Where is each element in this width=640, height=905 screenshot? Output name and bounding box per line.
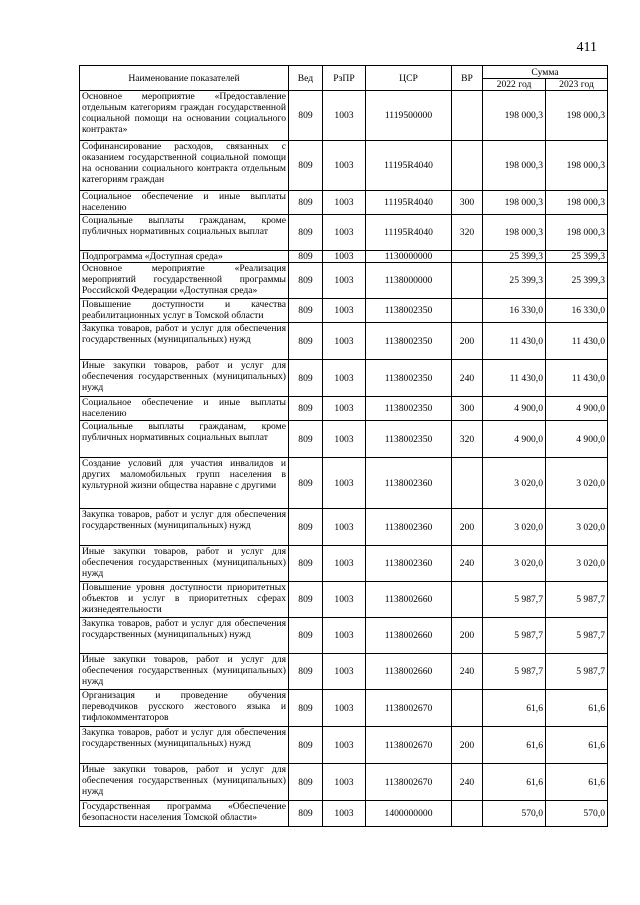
cell-csr: 11195R4040 bbox=[366, 141, 452, 191]
table-row bbox=[80, 509, 608, 546]
cell-rzpr: 1003 bbox=[323, 421, 366, 458]
cell-sum-2022: 4 900,0 bbox=[483, 421, 546, 458]
cell-name: Иные закупки товаров, работ и услуг для обеспечения государственных (муниципальных) нужд bbox=[80, 654, 289, 690]
cell-sum-2022: 198 000,3 bbox=[483, 141, 546, 191]
table-row bbox=[80, 91, 608, 141]
cell-sum-2022: 198 000,3 bbox=[483, 191, 546, 215]
cell-sum-2023: 5 987,7 bbox=[546, 618, 608, 654]
cell-csr: 1130000000 bbox=[366, 251, 452, 263]
header-name: Наименование показателей bbox=[80, 66, 289, 91]
table-row bbox=[80, 582, 608, 618]
cell-vr: 240 bbox=[452, 360, 483, 397]
cell-sum-2022: 198 000,3 bbox=[483, 91, 546, 141]
cell-rzpr: 1003 bbox=[323, 360, 366, 397]
cell-rzpr: 1003 bbox=[323, 618, 366, 654]
cell-vr: 200 bbox=[452, 618, 483, 654]
cell-name: Повышение доступности и качества реабилитационных услуг в Томской области bbox=[80, 299, 289, 323]
cell-sum-2023: 5 987,7 bbox=[546, 654, 608, 690]
cell-ved: 809 bbox=[289, 215, 323, 251]
cell-sum-2023: 570,0 bbox=[546, 801, 608, 827]
page-number: 411 bbox=[576, 40, 597, 55]
cell-sum-2022: 61,6 bbox=[483, 727, 546, 764]
table-row bbox=[80, 251, 608, 263]
cell-ved: 809 bbox=[289, 509, 323, 546]
table-row bbox=[80, 764, 608, 801]
cell-name: Социальное обеспечение и иные выплаты населению bbox=[80, 191, 289, 215]
cell-vr: 240 bbox=[452, 764, 483, 801]
cell-vr: 200 bbox=[452, 727, 483, 764]
table-row bbox=[80, 546, 608, 582]
cell-ved: 809 bbox=[289, 654, 323, 690]
cell-ved: 809 bbox=[289, 582, 323, 618]
table-row bbox=[80, 263, 608, 299]
cell-csr: 1138002350 bbox=[366, 397, 452, 421]
cell-ved: 809 bbox=[289, 801, 323, 827]
table-row bbox=[80, 727, 608, 764]
cell-rzpr: 1003 bbox=[323, 509, 366, 546]
cell-vr bbox=[452, 251, 483, 263]
header-year-2022: 2022 год bbox=[483, 79, 546, 91]
cell-vr bbox=[452, 299, 483, 323]
cell-vr: 200 bbox=[452, 509, 483, 546]
cell-vr bbox=[452, 801, 483, 827]
cell-csr: 1138002670 bbox=[366, 764, 452, 801]
cell-name: Иные закупки товаров, работ и услуг для обеспечения государственных (муниципальных) нужд bbox=[80, 360, 289, 397]
cell-sum-2023: 198 000,3 bbox=[546, 91, 608, 141]
cell-name: Повышение уровня доступности приоритетных объектов и услуг в приоритетных сферах жизнедеятельности bbox=[80, 582, 289, 618]
cell-csr: 1138002660 bbox=[366, 654, 452, 690]
cell-name: Софинансирование расходов, связанных с оказанием государственной социальной помощи на основании социального контракта отдельным категориям граждан bbox=[80, 141, 289, 191]
cell-sum-2023: 4 900,0 bbox=[546, 397, 608, 421]
table-row bbox=[80, 690, 608, 727]
cell-name: Иные закупки товаров, работ и услуг для обеспечения государственных (муниципальных) нужд bbox=[80, 764, 289, 801]
cell-rzpr: 1003 bbox=[323, 727, 366, 764]
cell-vr: 240 bbox=[452, 654, 483, 690]
cell-name: Основное мероприятие «Предоставление отдельным категориям граждан государственной социальной помощи на основании социального контракта» bbox=[80, 91, 289, 141]
cell-vr bbox=[452, 263, 483, 299]
table-row bbox=[80, 421, 608, 458]
cell-sum-2022: 3 020,0 bbox=[483, 509, 546, 546]
table-row bbox=[80, 141, 608, 191]
cell-sum-2023: 198 000,3 bbox=[546, 141, 608, 191]
cell-vr: 320 bbox=[452, 421, 483, 458]
cell-sum-2023: 16 330,0 bbox=[546, 299, 608, 323]
cell-sum-2022: 198 000,3 bbox=[483, 215, 546, 251]
cell-ved: 809 bbox=[289, 263, 323, 299]
cell-rzpr: 1003 bbox=[323, 654, 366, 690]
cell-csr: 1400000000 bbox=[366, 801, 452, 827]
cell-sum-2023: 11 430,0 bbox=[546, 360, 608, 397]
cell-rzpr: 1003 bbox=[323, 397, 366, 421]
cell-sum-2022: 3 020,0 bbox=[483, 546, 546, 582]
cell-rzpr: 1003 bbox=[323, 582, 366, 618]
cell-csr: 1138002350 bbox=[366, 299, 452, 323]
cell-vr bbox=[452, 458, 483, 509]
header-ved: Вед bbox=[289, 66, 323, 91]
cell-name: Создание условий для участия инвалидов и других маломобильных групп населения в культурной жизни общества наравне с другими bbox=[80, 458, 289, 509]
cell-name: Закупка товаров, работ и услуг для обеспечения государственных (муниципальных) нужд bbox=[80, 323, 289, 360]
cell-rzpr: 1003 bbox=[323, 251, 366, 263]
cell-ved: 809 bbox=[289, 727, 323, 764]
cell-rzpr: 1003 bbox=[323, 91, 366, 141]
cell-rzpr: 1003 bbox=[323, 323, 366, 360]
cell-sum-2022: 3 020,0 bbox=[483, 458, 546, 509]
cell-sum-2022: 5 987,7 bbox=[483, 654, 546, 690]
cell-sum-2022: 570,0 bbox=[483, 801, 546, 827]
cell-sum-2023: 198 000,3 bbox=[546, 215, 608, 251]
table-row bbox=[80, 654, 608, 690]
cell-sum-2022: 25 399,3 bbox=[483, 263, 546, 299]
table-row bbox=[80, 458, 608, 509]
cell-name: Государственная программа «Обеспечение безопасности населения Томской области» bbox=[80, 801, 289, 827]
cell-vr bbox=[452, 141, 483, 191]
cell-csr: 1138002360 bbox=[366, 546, 452, 582]
cell-ved: 809 bbox=[289, 141, 323, 191]
cell-name: Социальное обеспечение и иные выплаты населению bbox=[80, 397, 289, 421]
cell-sum-2023: 5 987,7 bbox=[546, 582, 608, 618]
cell-ved: 809 bbox=[289, 323, 323, 360]
header-rzpr: РзПР bbox=[323, 66, 366, 91]
cell-sum-2023: 3 020,0 bbox=[546, 546, 608, 582]
cell-sum-2023: 61,6 bbox=[546, 690, 608, 727]
cell-ved: 809 bbox=[289, 299, 323, 323]
cell-name: Закупка товаров, работ и услуг для обеспечения государственных (муниципальных) нужд bbox=[80, 727, 289, 764]
cell-sum-2022: 25 399,3 bbox=[483, 251, 546, 263]
cell-sum-2022: 61,6 bbox=[483, 690, 546, 727]
cell-csr: 1138002350 bbox=[366, 323, 452, 360]
cell-sum-2022: 5 987,7 bbox=[483, 582, 546, 618]
cell-ved: 809 bbox=[289, 458, 323, 509]
cell-ved: 809 bbox=[289, 764, 323, 801]
cell-csr: 1138002360 bbox=[366, 458, 452, 509]
cell-rzpr: 1003 bbox=[323, 546, 366, 582]
cell-vr: 300 bbox=[452, 397, 483, 421]
cell-vr bbox=[452, 690, 483, 727]
cell-vr: 300 bbox=[452, 191, 483, 215]
budget-table bbox=[79, 65, 608, 827]
cell-sum-2022: 11 430,0 bbox=[483, 360, 546, 397]
cell-ved: 809 bbox=[289, 360, 323, 397]
cell-sum-2023: 198 000,3 bbox=[546, 191, 608, 215]
cell-csr: 1138002350 bbox=[366, 360, 452, 397]
cell-ved: 809 bbox=[289, 397, 323, 421]
cell-csr: 1138002660 bbox=[366, 582, 452, 618]
cell-sum-2023: 3 020,0 bbox=[546, 509, 608, 546]
cell-sum-2023: 11 430,0 bbox=[546, 323, 608, 360]
cell-rzpr: 1003 bbox=[323, 141, 366, 191]
cell-name: Основное мероприятие «Реализация мероприятий государственной программы Российской Федерации «Доступная среда» bbox=[80, 263, 289, 299]
cell-csr: 1119500000 bbox=[366, 91, 452, 141]
cell-rzpr: 1003 bbox=[323, 263, 366, 299]
table-row bbox=[80, 801, 608, 827]
cell-sum-2023: 25 399,3 bbox=[546, 263, 608, 299]
cell-sum-2022: 16 330,0 bbox=[483, 299, 546, 323]
cell-csr: 1138002670 bbox=[366, 727, 452, 764]
cell-csr: 11195R4040 bbox=[366, 191, 452, 215]
cell-ved: 809 bbox=[289, 251, 323, 263]
header-csr: ЦСР bbox=[366, 66, 452, 91]
cell-sum-2023: 25 399,3 bbox=[546, 251, 608, 263]
cell-vr: 200 bbox=[452, 323, 483, 360]
cell-ved: 809 bbox=[289, 191, 323, 215]
cell-name: Закупка товаров, работ и услуг для обеспечения государственных (муниципальных) нужд bbox=[80, 618, 289, 654]
cell-ved: 809 bbox=[289, 618, 323, 654]
table-row bbox=[80, 323, 608, 360]
cell-csr: 1138002350 bbox=[366, 421, 452, 458]
cell-sum-2022: 5 987,7 bbox=[483, 618, 546, 654]
table-row bbox=[80, 397, 608, 421]
cell-ved: 809 bbox=[289, 91, 323, 141]
cell-vr: 240 bbox=[452, 546, 483, 582]
cell-sum-2023: 3 020,0 bbox=[546, 458, 608, 509]
cell-name: Социальные выплаты гражданам, кроме публичных нормативных социальных выплат bbox=[80, 215, 289, 251]
table-row bbox=[80, 191, 608, 215]
cell-csr: 1138002360 bbox=[366, 509, 452, 546]
cell-vr bbox=[452, 582, 483, 618]
table-row bbox=[80, 618, 608, 654]
cell-name: Социальные выплаты гражданам, кроме публичных нормативных социальных выплат bbox=[80, 421, 289, 458]
cell-csr: 11195R4040 bbox=[366, 215, 452, 251]
cell-name: Подпрограмма «Доступная среда» bbox=[80, 251, 289, 263]
header-year-2023: 2023 год bbox=[546, 79, 608, 91]
cell-sum-2022: 11 430,0 bbox=[483, 323, 546, 360]
cell-csr: 1138002670 bbox=[366, 690, 452, 727]
cell-ved: 809 bbox=[289, 546, 323, 582]
cell-rzpr: 1003 bbox=[323, 690, 366, 727]
cell-csr: 1138002660 bbox=[366, 618, 452, 654]
cell-sum-2023: 4 900,0 bbox=[546, 421, 608, 458]
cell-vr bbox=[452, 91, 483, 141]
cell-ved: 809 bbox=[289, 421, 323, 458]
table-row bbox=[80, 360, 608, 397]
cell-rzpr: 1003 bbox=[323, 458, 366, 509]
cell-sum-2022: 4 900,0 bbox=[483, 397, 546, 421]
cell-sum-2023: 61,6 bbox=[546, 764, 608, 801]
cell-rzpr: 1003 bbox=[323, 801, 366, 827]
cell-sum-2022: 61,6 bbox=[483, 764, 546, 801]
table-header bbox=[80, 66, 608, 91]
header-sum: Сумма bbox=[483, 66, 608, 79]
cell-rzpr: 1003 bbox=[323, 299, 366, 323]
cell-rzpr: 1003 bbox=[323, 191, 366, 215]
cell-name: Организация и проведение обучения переводчиков русского жестового языка и тифлокомментаторов bbox=[80, 690, 289, 727]
header-vr: ВР bbox=[452, 66, 483, 91]
table-row bbox=[80, 215, 608, 251]
cell-rzpr: 1003 bbox=[323, 764, 366, 801]
cell-ved: 809 bbox=[289, 690, 323, 727]
cell-name: Закупка товаров, работ и услуг для обеспечения государственных (муниципальных) нужд bbox=[80, 509, 289, 546]
cell-vr: 320 bbox=[452, 215, 483, 251]
table-row bbox=[80, 299, 608, 323]
cell-name: Иные закупки товаров, работ и услуг для обеспечения государственных (муниципальных) нужд bbox=[80, 546, 289, 582]
cell-csr: 1138000000 bbox=[366, 263, 452, 299]
cell-sum-2023: 61,6 bbox=[546, 727, 608, 764]
table-body bbox=[80, 91, 608, 827]
cell-rzpr: 1003 bbox=[323, 215, 366, 251]
